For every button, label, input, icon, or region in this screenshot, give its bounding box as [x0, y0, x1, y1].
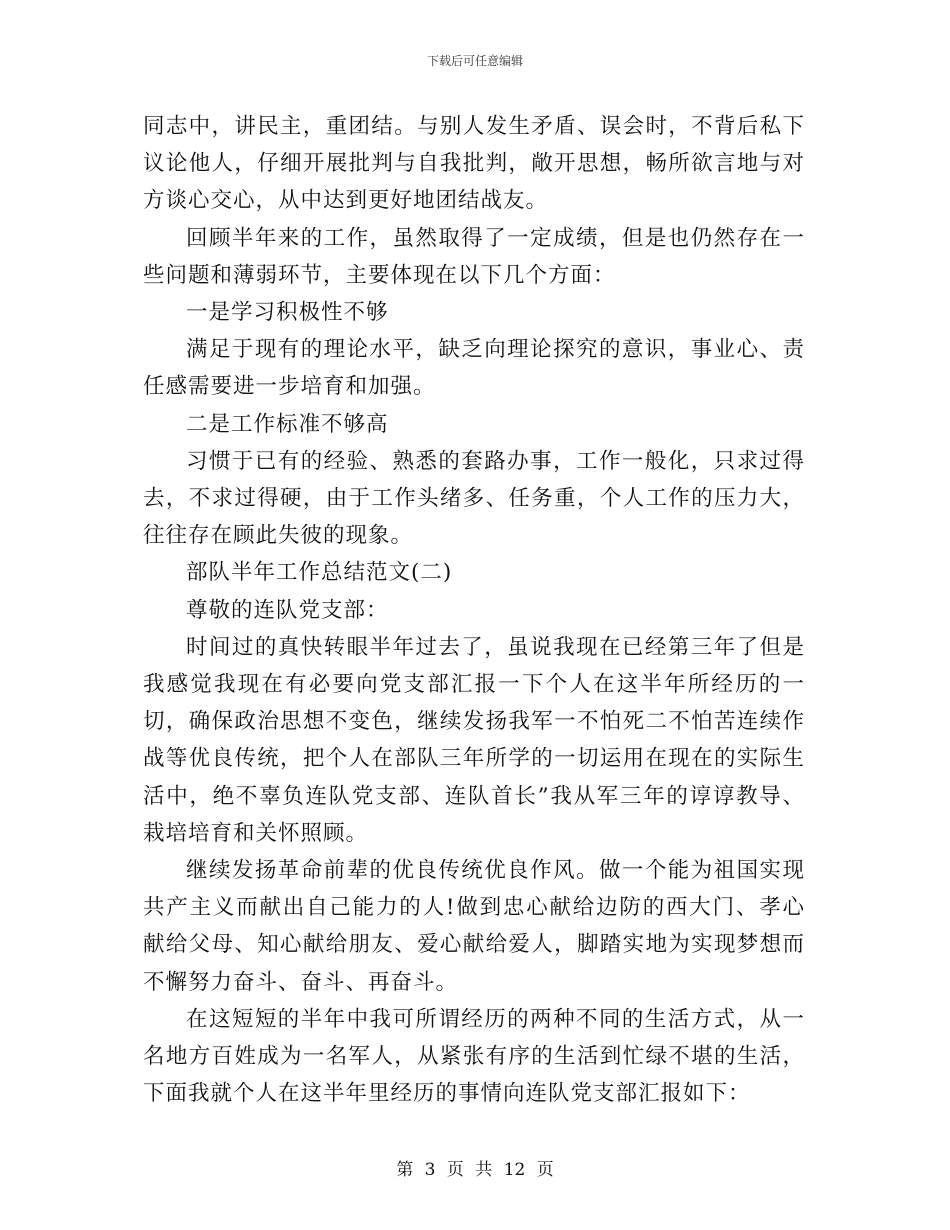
paragraph: 满足于现有的理论水平，缺乏向理论探究的意识，事业心、责任感需要进一步培育和加强。 [143, 337, 805, 400]
page-number: 第 3 页 共 12 页 [396, 1160, 554, 1180]
paragraph: 在这短短的半年中我可所谓经历的两种不同的生活方式，从一名地方百姓成为一名军人，从紧张有序的生活到忙绿不堪的生活，下面我就个人在这半年里经历的事情向连队党支部汇报如下： [143, 1006, 805, 1107]
paragraph: 习惯于已有的经验、熟悉的套路办事，工作一般化，只求过得去，不求过得硬，由于工作头绪多、任务重，个人工作的压力大，往往存在顾此失彼的现象。 [143, 448, 805, 549]
paragraph: 同志中，讲民主，重团结。与别人发生矛盾、误会时，不背后私下议论他人，仔细开展批判与自我批判，敞开思想，畅所欲言地与对方谈心交心，从中达到更好地团结战友。 [143, 114, 805, 214]
paragraph: 回顾半年来的工作，虽然取得了一定成绩，但是也仍然存在一些问题和薄弱环节，主要体现在以下几个方面： [143, 225, 805, 288]
page-header: 下载后可任意编辑 [426, 54, 523, 68]
salutation: 尊敬的连队党支部： [186, 597, 389, 623]
section-heading: 一是学习积极性不够 [186, 300, 389, 326]
section-heading: 二是工作标准不够高 [186, 411, 389, 437]
paragraph: 时间过的真快转眼半年过去了，虽说我现在已经第三年了但是我感觉我现在有必要向党支部汇报一下个人在这半年所经历的一切，确保政治思想不变色，继续发扬我军一不怕死二不怕苦连续作战等优良传统，把个人在部队三年所学的一切运用在现在的实际生活中，绝不辜负连队党支部、连队首长”我从军三年的谆谆教导、栽培培育和关怀照顾。 [143, 634, 805, 846]
document-body [143, 108, 805, 1112]
article-title: 部队半年工作总结范文(二) [186, 560, 453, 586]
paragraph: 继续发扬革命前辈的优良传统优良作风。做一个能为祖国实现共产主义而献出自己能力的人!做到忠心献给边防的西大门、孝心献给父母、知心献给朋友、爱心献给爱人，脚踏实地为实现梦想而不懈努力奋斗、奋斗、再奋斗。 [143, 858, 805, 995]
